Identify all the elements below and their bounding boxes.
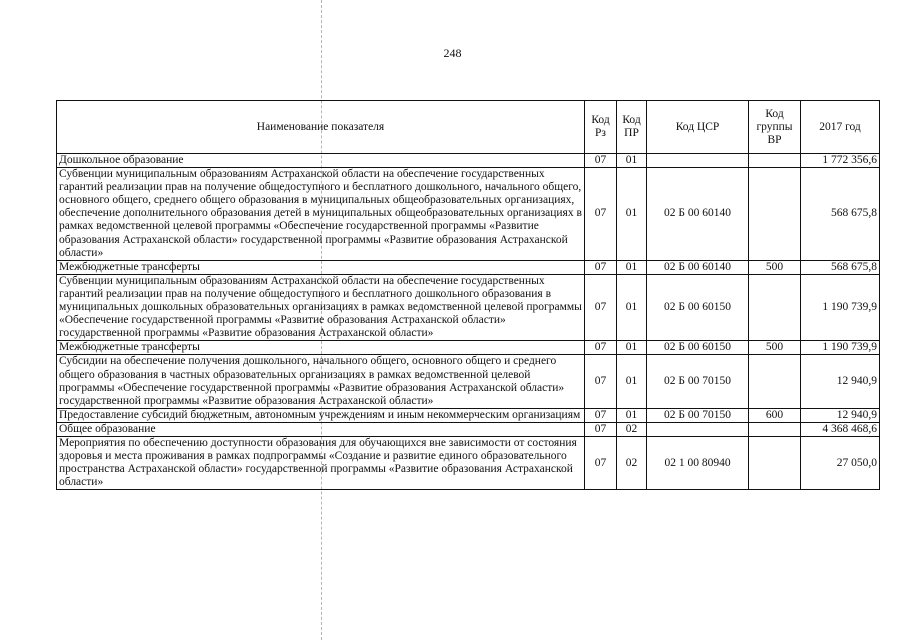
row-amount: 4 368 468,6 [801,422,880,436]
row-vr: 500 [749,260,801,274]
row-amount: 568 675,8 [801,168,880,261]
table-row [57,274,880,340]
row-pr: 01 [617,260,647,274]
row-amount: 1 772 356,6 [801,154,880,168]
row-amount: 12 940,9 [801,355,880,408]
header-pr: Код ПР [617,101,647,154]
row-csr: 02 Б 00 60140 [647,168,749,261]
row-amount: 568 675,8 [801,260,880,274]
row-amount: 1 190 739,9 [801,341,880,355]
row-rz: 07 [585,422,617,436]
table-row [57,422,880,436]
table-row [57,355,880,408]
row-pr: 01 [617,168,647,261]
row-vr [749,168,801,261]
row-rz: 07 [585,260,617,274]
row-rz: 07 [585,274,617,340]
row-csr: 02 Б 00 60150 [647,274,749,340]
row-csr: 02 Б 00 70150 [647,355,749,408]
table-row [57,341,880,355]
row-name: Субвенции муниципальным образованиям Астраханской области на обеспечение государственных гарантий реализации прав на получение общедоступного и бесплатного дошкольного, начального общего, основного общего, среднего общего образования в муниципальных общеобразовательных организациях, обеспечение дополнительного образования детей в муниципальных общеобразовательных организациях в рамках ведомственной целевой программы «Обеспечение государственной программы «Развитие образования Астраханской области» государственной программы «Развитие образования Астраханской области» [57,168,585,261]
row-csr [647,422,749,436]
row-rz: 07 [585,168,617,261]
row-csr: 02 1 00 80940 [647,436,749,489]
row-pr: 02 [617,436,647,489]
row-rz: 07 [585,355,617,408]
row-pr: 02 [617,422,647,436]
row-pr: 01 [617,341,647,355]
header-rz: Код Рз [585,101,617,154]
budget-table [56,100,880,490]
row-csr: 02 Б 00 60140 [647,260,749,274]
header-year: 2017 год [801,101,880,154]
row-rz: 07 [585,408,617,422]
row-rz: 07 [585,436,617,489]
row-csr [647,154,749,168]
table-header-row [57,101,880,154]
table-row [57,408,880,422]
row-pr: 01 [617,355,647,408]
header-vr: Код группы ВР [749,101,801,154]
row-name: Общее образование [57,422,585,436]
page-number: 248 [443,46,462,60]
row-vr [749,154,801,168]
row-csr: 02 Б 00 60150 [647,341,749,355]
row-vr [749,274,801,340]
row-name: Межбюджетные трансферты [57,260,585,274]
row-pr: 01 [617,154,647,168]
row-name: Дошкольное образование [57,154,585,168]
row-vr: 600 [749,408,801,422]
row-name: Мероприятия по обеспечению доступности образования для обучающихся вне зависимости от состояния здоровья и места проживания в рамках подпрограммы «Создание и развитие единого образовательного пространства Астраханской области» государственной программы «Развитие образования Астраханской области» [57,436,585,489]
table-row [57,168,880,261]
header-name: Наименование показателя [57,101,585,154]
header-csr: Код ЦСР [647,101,749,154]
row-vr [749,422,801,436]
row-pr: 01 [617,274,647,340]
table-row [57,436,880,489]
row-name: Межбюджетные трансферты [57,341,585,355]
row-vr [749,355,801,408]
row-vr [749,436,801,489]
row-vr: 500 [749,341,801,355]
row-name: Предоставление субсидий бюджетным, автономным учреждениям и иным некоммерческим организациям [57,408,585,422]
row-rz: 07 [585,341,617,355]
row-csr: 02 Б 00 70150 [647,408,749,422]
row-rz: 07 [585,154,617,168]
row-pr: 01 [617,408,647,422]
row-amount: 1 190 739,9 [801,274,880,340]
row-amount: 27 050,0 [801,436,880,489]
row-name: Субвенции муниципальным образованиям Астраханской области на обеспечение государственных гарантий реализации прав на получение общедоступного и бесплатного дошкольного образования в муниципальных дошкольных образовательных организациях в рамках ведомственной целевой программы «Обеспечение государственной программы «Развитие образования Астраханской области» государственной программы «Развитие образования Астраханской области» [57,274,585,340]
table-row [57,154,880,168]
table-row [57,260,880,274]
row-amount: 12 940,9 [801,408,880,422]
row-name: Субсидии на обеспечение получения дошкольного, начального общего, основного общего и среднего общего образования в частных образовательных организациях в рамках ведомственной целевой программы «Обеспечение государственной программы «Развитие образования Астраханской области» государственной программы «Развитие образования Астраханской области» [57,355,585,408]
